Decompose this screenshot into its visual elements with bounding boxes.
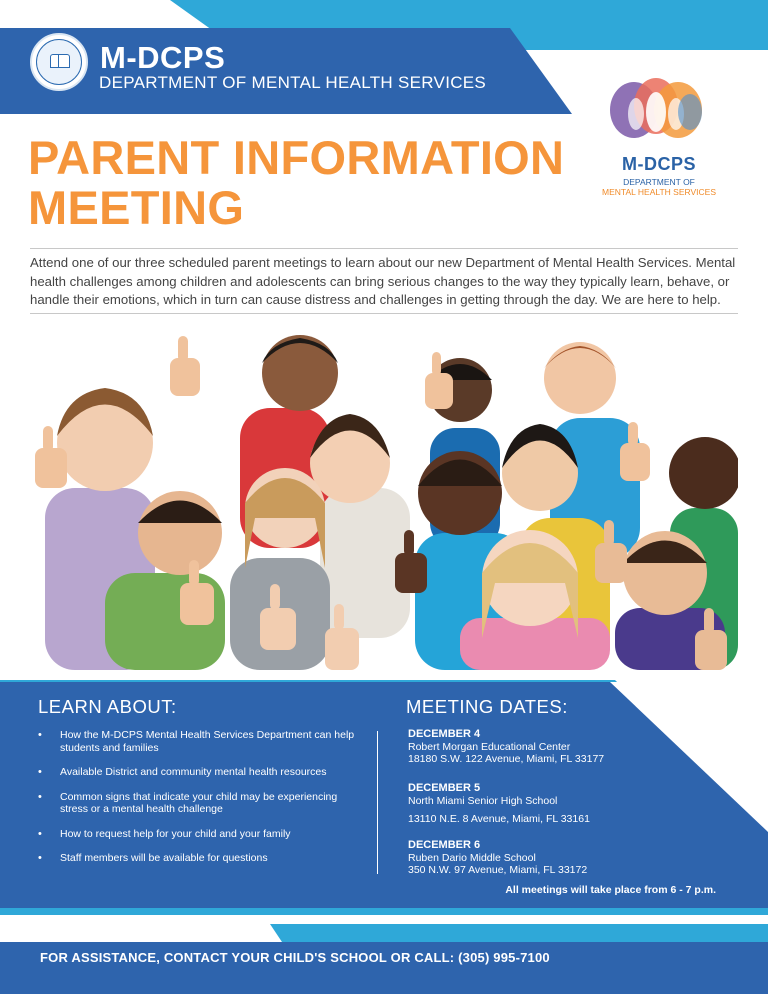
meeting-entry: [408, 782, 688, 826]
department-logo: [596, 76, 722, 200]
seal-emblem: [36, 39, 82, 85]
meeting-entry: [408, 839, 688, 877]
list-item: • Common signs that indicate your child may be experiencing stress or a mental health challenge: [38, 791, 368, 816]
intro-paragraph: Attend one of our three scheduled parent meetings to learn about our new Department of Mental Health Services. Mental health challenges among children and adolescents can bring serious changes to the way they typically learn, behave, or handle their emotions, which in turn can cause distress and challenges in getting through the day. We are here to help.: [30, 255, 736, 307]
meeting-address: 18180 S.W. 122 Avenue, Miami, FL 33177: [408, 753, 605, 765]
meeting-date: DECEMBER 4: [408, 728, 481, 740]
list-item: • Staff members will be available for questions: [38, 852, 368, 865]
header-title: M-DCPS: [100, 40, 226, 75]
meeting-date: DECEMBER 5: [408, 782, 481, 794]
meeting-school: Ruben Dario Middle School: [408, 851, 536, 864]
learn-about-list: [38, 729, 368, 877]
meeting-time-note: All meetings will take place from 6 - 7 p.m.: [505, 884, 716, 896]
title-line-2: MEETING: [28, 181, 245, 234]
children-thumbs-up-photo: [30, 318, 738, 670]
meeting-entry: [408, 728, 688, 766]
header-subtitle: DEPARTMENT OF MENTAL HEALTH SERVICES: [99, 73, 487, 92]
divider-top: [30, 248, 738, 249]
meeting-dates-heading: MEETING DATES:: [406, 696, 568, 717]
logo-service: MENTAL HEALTH SERVICES: [602, 187, 716, 197]
column-divider: [377, 731, 378, 874]
page-title: [28, 133, 573, 233]
meeting-school: Robert Morgan Educational Center: [408, 740, 571, 753]
logo-dept: DEPARTMENT OF: [623, 177, 695, 187]
list-item: • Available District and community mental health resources: [38, 766, 368, 779]
divider-bottom: [30, 313, 738, 314]
logo-name: M-DCPS: [622, 154, 696, 174]
book-icon: [50, 54, 70, 68]
meeting-date: DECEMBER 6: [408, 839, 481, 851]
meeting-address: 13110 N.E. 8 Avenue, Miami, FL 33161: [408, 813, 590, 825]
list-item: • How the M-DCPS Mental Health Services Department can help students and families: [38, 729, 368, 754]
faces-logo-icon: [606, 76, 706, 146]
header-band: [0, 28, 600, 114]
contact-info: FOR ASSISTANCE, CONTACT YOUR CHILD'S SCHOOL OR CALL: (305) 995-7100: [40, 950, 550, 965]
meeting-address: 350 N.W. 97 Avenue, Miami, FL 33172: [408, 864, 588, 876]
meeting-school: North Miami Senior High School: [408, 794, 558, 807]
title-line-1: PARENT INFORMATION: [28, 131, 565, 184]
learn-about-heading: LEARN ABOUT:: [38, 696, 177, 717]
district-seal: [30, 33, 88, 91]
list-item: • How to request help for your child and your family: [38, 828, 368, 841]
